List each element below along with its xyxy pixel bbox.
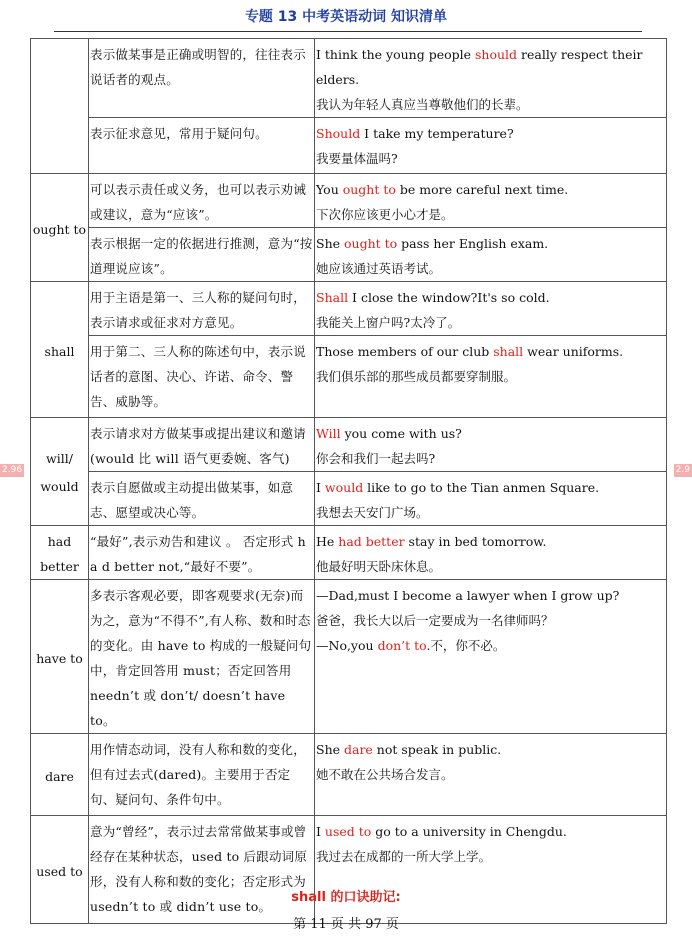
table-row xyxy=(31,472,667,526)
example-text-pre: You xyxy=(316,182,343,197)
example-keyword: would xyxy=(324,480,364,495)
example-translation: 下次你应该更小心才是。 xyxy=(316,207,454,222)
verb-term: dare xyxy=(31,734,89,816)
verb-term: have to xyxy=(31,580,89,734)
example-cell xyxy=(315,526,667,580)
example-keyword: Should xyxy=(316,126,361,141)
example-text-post: really respect their elders. xyxy=(316,47,643,87)
example-reply-post: .不，你不必。 xyxy=(426,638,506,653)
example-keyword: used to xyxy=(324,824,372,839)
example-translation: 他最好明天卧床休息。 xyxy=(316,559,442,574)
example-text-pre: She xyxy=(316,236,344,251)
left-margin-marker: 2.96 xyxy=(2,465,23,475)
example-cell xyxy=(315,580,667,734)
example-text-post: I take my temperature? xyxy=(360,126,514,141)
right-margin-marker: 2.9 xyxy=(675,465,690,475)
example-text-post: go to a university in Chengdu. xyxy=(371,824,567,839)
table-row xyxy=(31,228,667,282)
example-cell xyxy=(315,118,667,174)
example-text-pre: I think the young people xyxy=(316,47,475,62)
example-translation: 我想去天安门广场。 xyxy=(316,505,429,520)
usage-description: 意为“曾经”，表示过去常常做某事或曾经存在某种状态，used to 后跟动词原形，没有人称和数的变化；否定形式为 usedn’t to 或 didn’t use to。 xyxy=(89,816,315,924)
example-cell xyxy=(315,174,667,228)
usage-description: “最好”,表示劝告和建议 。 否定形式 h a d better not,“最好不要”。 xyxy=(89,526,315,580)
usage-description: 表示做某事是正确或明智的，往往表示说话者的观点。 xyxy=(89,39,315,118)
example-translation: 她不敢在公共场合发言。 xyxy=(316,767,454,782)
usage-description: 用作情态动词，没有人称和数的变化，但有过去式(dared)。主要用于否定句、疑问句、条件句中。 xyxy=(89,734,315,816)
table-row xyxy=(31,526,667,580)
usage-description: 可以表示责任或义务，也可以表示劝诫或建议，意为“应该”。 xyxy=(89,174,315,228)
table-row xyxy=(31,734,667,816)
example-cell xyxy=(315,734,667,816)
example-keyword: should xyxy=(474,47,518,62)
example-keyword: shall xyxy=(493,344,524,359)
example-translation: 我过去在成都的一所大学上学。 xyxy=(316,849,492,864)
example-keyword: ought to xyxy=(344,236,398,251)
example-text-pre: He xyxy=(316,534,339,549)
example-keyword: don’t to xyxy=(377,638,427,653)
example-cell xyxy=(315,336,667,418)
table-row xyxy=(31,174,667,228)
example-text-post: like to go to the Tian anmen Square. xyxy=(363,480,600,495)
verb-term: used to xyxy=(31,816,89,924)
example-text-post: wear uniforms. xyxy=(523,344,624,359)
usage-description: 表示根据一定的依据进行推测，意为“按道理说应该”。 xyxy=(89,228,315,282)
table-row xyxy=(31,282,667,336)
usage-description: 表示请求对方做某事或提出建议和邀请(would 比 will 语气更委婉、客气) xyxy=(89,418,315,472)
example-keyword: ought to xyxy=(342,182,396,197)
table-row xyxy=(31,39,667,118)
example-cell xyxy=(315,228,667,282)
example-translation: 我们俱乐部的那些成员都要穿制服。 xyxy=(316,369,517,384)
example-translation: 我能关上窗户吗?太冷了。 xyxy=(316,315,461,330)
mnemonic-heading: shall 的口诀助记: xyxy=(291,890,401,905)
example-translation: 爸爸，我长大以后一定要成为一名律师吗？ xyxy=(316,613,554,628)
example-cell xyxy=(315,472,667,526)
example-translation: 我认为年轻人真应当尊敬他们的长辈。 xyxy=(316,97,529,112)
example-text-post: I close the window?It's so cold. xyxy=(348,290,550,305)
example-text-pre: —Dad,must I become a lawyer when I grow up? xyxy=(316,588,620,603)
example-keyword: had better xyxy=(338,534,405,549)
example-text-post: you come with us? xyxy=(340,426,462,441)
table-row xyxy=(31,816,667,924)
example-translation: 她应该通过英语考试。 xyxy=(316,261,442,276)
example-cell xyxy=(315,282,667,336)
example-text-pre: I xyxy=(316,480,325,495)
page-number: 第 11 页 共 97 页 xyxy=(293,917,399,932)
example-text-pre: I xyxy=(316,824,325,839)
verb-term: shall xyxy=(31,282,89,418)
table-row xyxy=(31,118,667,174)
example-keyword: Will xyxy=(316,426,341,441)
example-keyword: dare xyxy=(344,742,373,757)
usage-description: 用于第二、三人称的陈述句中，表示说话者的意图、决心、许诺、命令、警告、威胁等。 xyxy=(89,336,315,418)
example-text-post: pass her English exam. xyxy=(397,236,549,251)
example-cell xyxy=(315,816,667,924)
example-text-pre: Those members of our club xyxy=(316,344,494,359)
usage-description: 用于主语是第一、三人称的疑问句时，表示请求或征求对方意见。 xyxy=(89,282,315,336)
usage-description: 表示征求意见，常用于疑问句。 xyxy=(89,118,315,174)
example-reply-pre: —No,you xyxy=(316,638,378,653)
verb-term: will/ would xyxy=(31,418,89,526)
example-cell xyxy=(315,39,667,118)
example-keyword: Shall xyxy=(316,290,349,305)
example-cell xyxy=(315,418,667,472)
example-translation: 你会和我们一起去吗? xyxy=(316,451,436,466)
table-row xyxy=(31,418,667,472)
table-row xyxy=(31,336,667,418)
example-text-pre: She xyxy=(316,742,344,757)
page-header-title: 专题 13 中考英语动词 知识清单 xyxy=(244,9,448,25)
header-rule xyxy=(54,31,642,32)
example-text-post: stay in bed tomorrow. xyxy=(404,534,547,549)
modal-verbs-table xyxy=(30,38,667,924)
verb-term: ought to xyxy=(31,174,89,282)
verb-term: had better xyxy=(31,526,89,580)
example-text-post: not speak in public. xyxy=(372,742,502,757)
example-text-post: be more careful next time. xyxy=(395,182,569,197)
usage-description: 表示自愿做或主动提出做某事，如意志、愿望或决心等。 xyxy=(89,472,315,526)
usage-description: 多表示客观必要，即客观要求(无奈)而为之，意为“不得不”,有人称、数和时态的变化。由 have to 构成的一般疑问句中，肯定回答用 must；否定回答用 needn’t 或 don’t/ doesn’t have to。 xyxy=(89,580,315,734)
table-row xyxy=(31,580,667,734)
verb-term xyxy=(31,39,89,174)
example-translation: 我要量体温吗? xyxy=(316,151,398,166)
